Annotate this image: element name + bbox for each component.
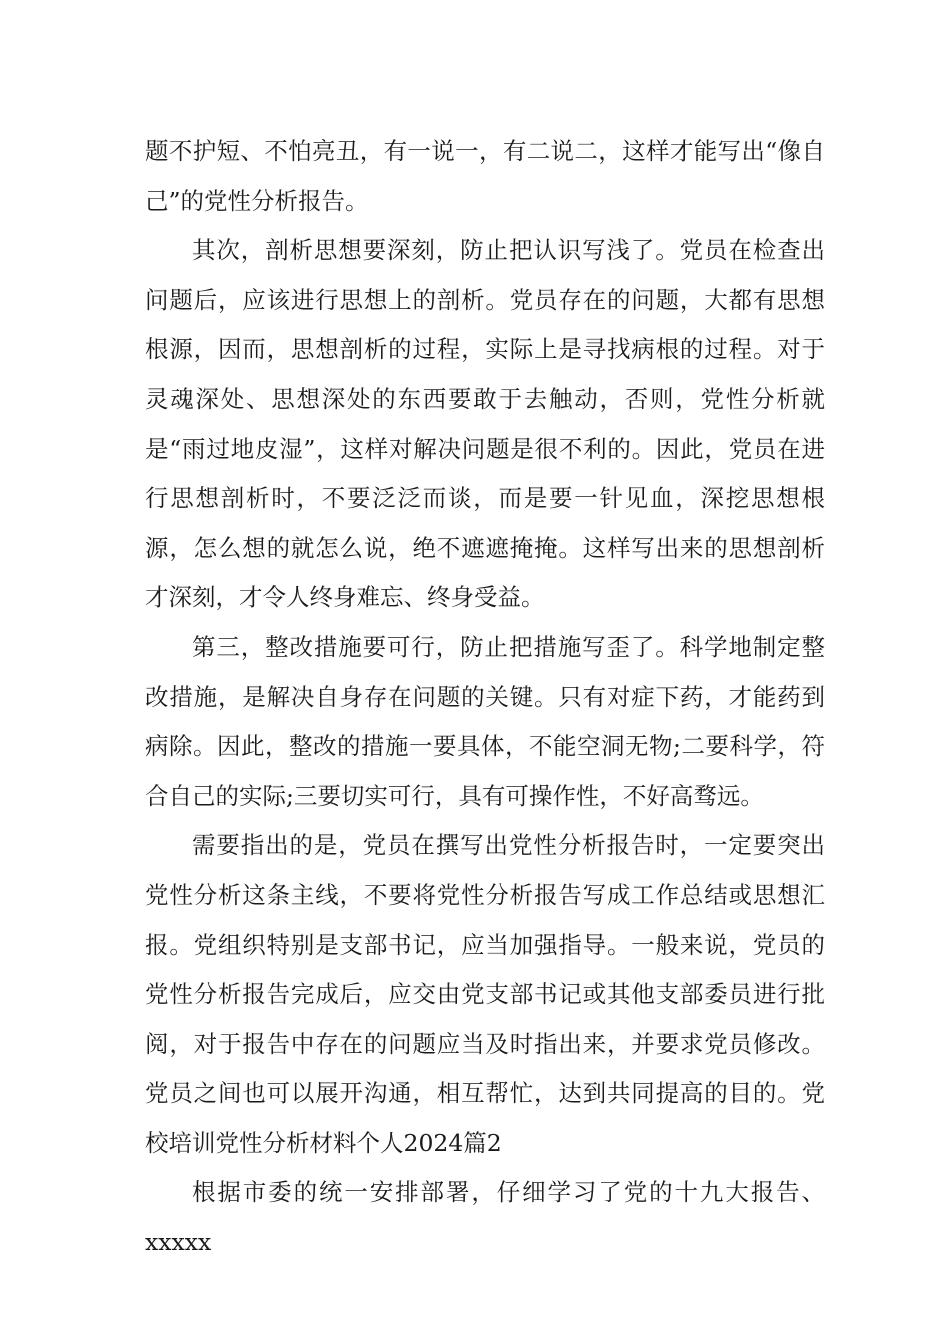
paragraph-part-two-start: 根据市委的统一安排部署，仔细学习了党的十九大报告、xxxxx [145, 1178, 825, 1257]
paragraph-continuation: 题不护短、不怕亮丑，有一说一，有二说二，这样才能写出“像自己”的党性分析报告。 [145, 137, 825, 215]
paragraph-analysis-depth: 其次，剖析思想要深刻，防止把认识写浅了。党员在检查出问题后，应该进行思想上的剖析。党员存在的问题，大都有思想根源，因而，思想剖析的过程，实际上是寻找病根的过程。对于灵魂深处、思想深处的东西要敢于去触动，否则，党性分析就是“雨过地皮湿”，这样对解决问题是很不利的。因此，党员在进行思想剖析时，不要泛泛而谈，而是要一针见血，深挖思想根源，怎么想的就怎么说，绝不遮遮掩掩。这样写出来的思想剖析才深刻，才令人终身难忘、终身受益。 [145, 236, 825, 612]
document-body [145, 127, 825, 1268]
paragraph-rectification: 第三，整改措施要可行，防止把措施写歪了。科学地制定整改措施，是解决自身存在问题的关键。只有对症下药，才能药到病除。因此，整改的措施一要具体，不能空洞无物;二要科学，符合自己的实际;三要切实可行，具有可操作性，不好高骛远。 [145, 632, 825, 810]
paragraph-guidance: 需要指出的是，党员在撰写出党性分析报告时，一定要突出党性分析这条主线，不要将党性分析报告写成工作总结或思想汇报。党组织特别是支部书记，应当加强指导。一般来说，党员的党性分析报告完成后，应交由党支部书记或其他支部委员进行批阅，对于报告中存在的问题应当及时指出来，并要求党员修改。党员之间也可以展开沟通，相互帮忙，达到共同提高的目的。党校培训党性分析材料个人2024篇2 [145, 831, 825, 1157]
